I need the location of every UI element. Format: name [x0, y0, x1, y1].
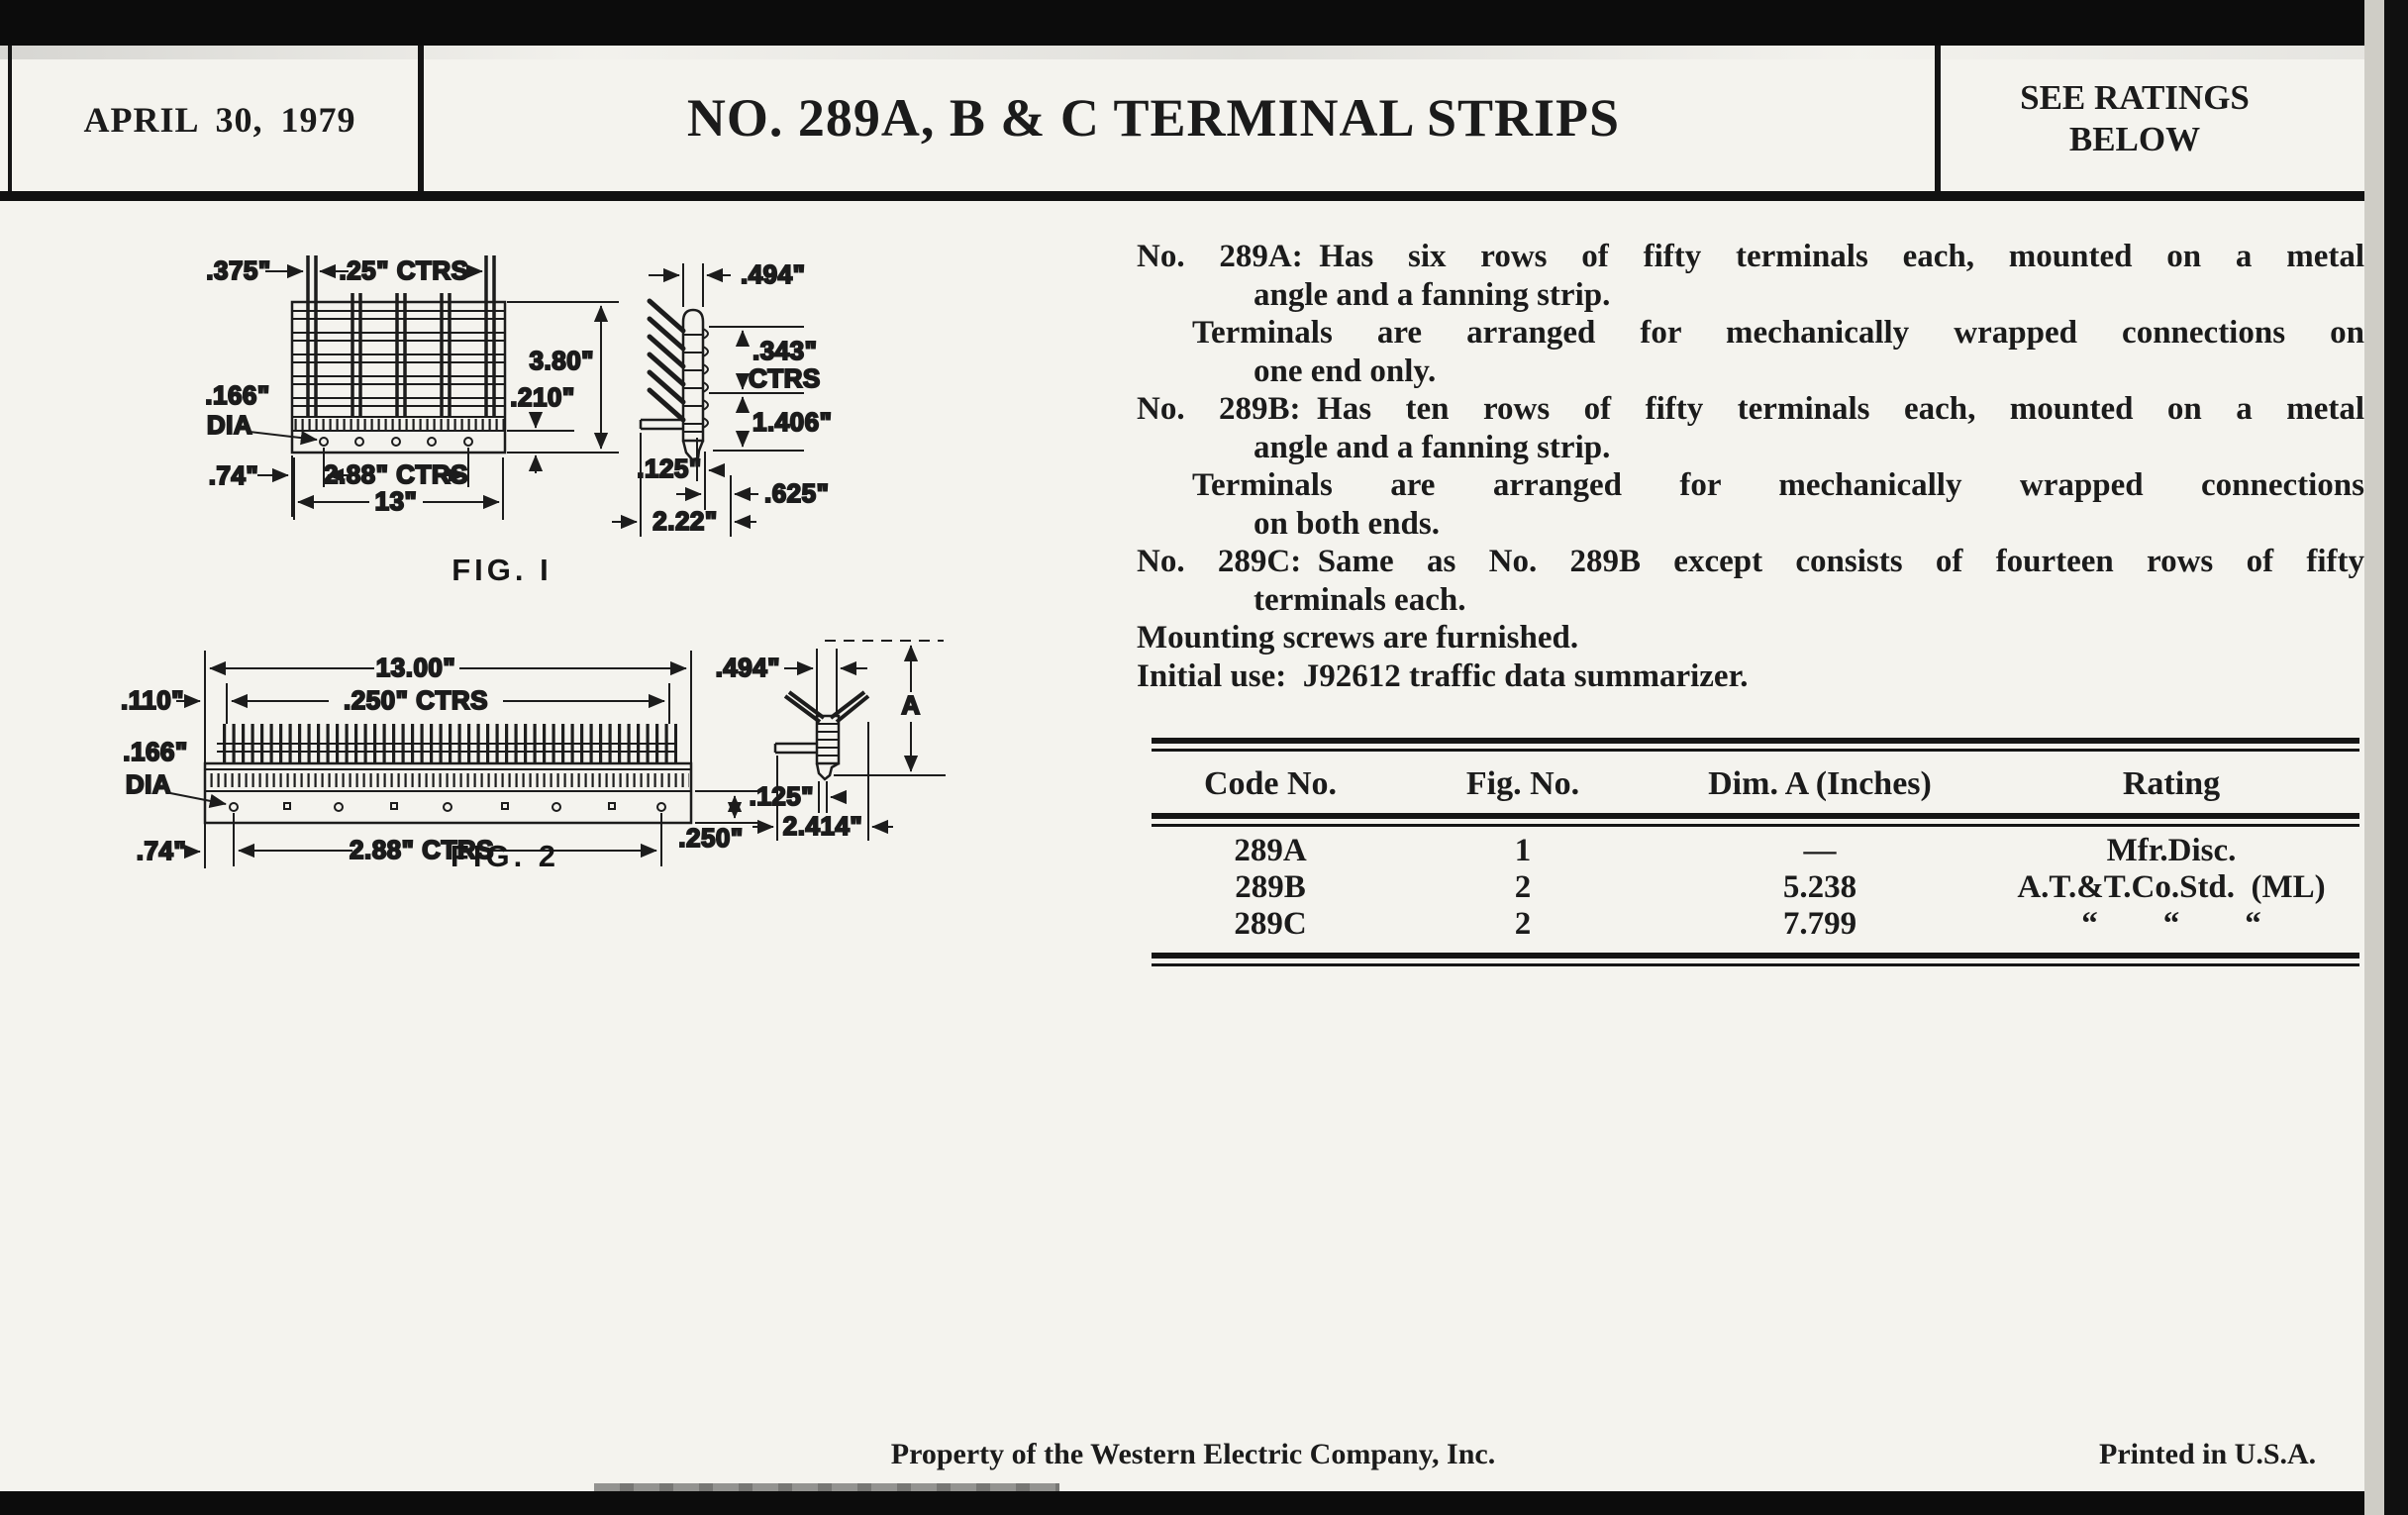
fig2-caption: FIG. 2: [450, 839, 560, 873]
fig1-dim-375-label: .375": [206, 255, 271, 285]
fig1-side-view: [641, 301, 708, 459]
fig2-dim-a-label: A: [901, 690, 921, 720]
desc-289c-line1: No. 289C: Same as No. 289B except consists of fourteen rows of fifty: [1137, 544, 2364, 579]
property-notice: Property of the Western Electric Company, Inc.: [890, 1438, 1496, 1470]
header-divider-1: [418, 46, 424, 191]
fig2-dim-250ctrs-label: .250" CTRS: [344, 685, 488, 715]
cell-fig: 1: [1514, 833, 1532, 868]
scan-bottom-bar: [0, 1491, 2408, 1515]
ratings-table: [1152, 738, 2359, 966]
table-rule-top: [1152, 738, 2359, 752]
fig2-strip-view: [205, 724, 691, 823]
col-header-code: Code No.: [1203, 765, 1338, 802]
fig1-dim-494-label: .494": [741, 259, 806, 289]
cell-rating: A.T.&T.Co.Std. (ML): [2017, 869, 2326, 905]
fig2-dia-label: DIA: [125, 769, 172, 799]
desc-289a-note2: one end only.: [1254, 353, 1437, 389]
desc-289a-line1: No. 289A: Has six rows of fifty terminals each, mounted on a metal: [1137, 239, 2364, 274]
scan-smudge: [0, 46, 2384, 59]
cell-code: 289C: [1234, 906, 1307, 942]
fig2-dim-288-label: 2.88" CTRS: [350, 835, 494, 864]
fig1-dim-74-label: .74": [208, 460, 259, 490]
fig2-dim-110-label: .110": [121, 685, 184, 715]
cell-code: 289A: [1234, 833, 1307, 868]
fig1-dia-label: DIA: [206, 410, 253, 440]
fig1-dim-13-label: 13": [374, 486, 418, 516]
description-block: [1137, 238, 2364, 695]
fig1-dim-125-label: .125": [637, 454, 702, 483]
header-divider-2: [1935, 46, 1941, 191]
fig1-dim-25ctrs-label: .25" CTRS: [339, 255, 469, 285]
table-header-row: [1152, 752, 2359, 813]
desc-289b-line1: No. 289B: Has ten rows of fifty terminals each, mounted on a metal: [1137, 391, 2364, 427]
fig1-dim-288-label: 2.88" CTRS: [324, 459, 468, 489]
table-body: [1152, 827, 2359, 953]
desc-289a-line2: angle and a fanning strip.: [1254, 276, 1611, 313]
desc-289a-note1: Terminals are arranged for mechanically wrapped connections on: [1192, 315, 2364, 351]
fig1-front-dimensions: [205, 255, 619, 520]
header-left-border: [8, 46, 12, 194]
fig1-dim-210-label: .210": [510, 382, 575, 412]
desc-initial-use: Initial use: J92612 traffic data summarizer.: [1137, 657, 1749, 694]
fig2-dim-1300-label: 13.00": [375, 653, 456, 682]
header-bottom-rule: [0, 191, 2384, 201]
cell-code: 289B: [1235, 869, 1306, 905]
cell-fig: 2: [1514, 869, 1532, 905]
cell-rating: “ “ “: [2081, 906, 2261, 942]
table-row: [1152, 833, 2359, 869]
table-rule-bottom: [1152, 953, 2359, 966]
ratings-note-line1: SEE RATINGS: [2020, 78, 2250, 117]
fig2-dim-125-label: .125": [749, 781, 814, 811]
scan-right-edge-light: [2364, 0, 2386, 1515]
sheet-date: APRIL 30, 1979: [83, 100, 356, 140]
fig1-side-dimensions: [612, 259, 832, 537]
scan-top-bar: [0, 0, 2408, 46]
table-row: [1152, 906, 2359, 943]
col-header-rating: Rating: [2122, 765, 2221, 802]
table-row: [1152, 869, 2359, 906]
fig2-dim-2414-label: 2.414": [782, 811, 863, 841]
table-rule-header: [1152, 813, 2359, 827]
cell-dima: 7.799: [1782, 906, 1857, 942]
desc-289b-line2: angle and a fanning strip.: [1254, 429, 1611, 465]
fig2-dim-250-label: .250": [678, 823, 744, 853]
figure-2-drawing: [69, 609, 960, 896]
fig1-dim-343-ctrs-label: CTRS: [749, 363, 821, 393]
figure-1-drawing: [119, 228, 1069, 594]
fig1-dim-625-label: .625": [764, 478, 830, 508]
col-header-fig: Fig. No.: [1465, 765, 1580, 802]
page-title: NO. 289A, B & C TERMINAL STRIPS: [686, 88, 1621, 148]
fig1-caption: FIG. I: [452, 553, 552, 587]
printed-in-usa: Printed in U.S.A.: [2099, 1438, 2317, 1470]
fig1-dim-380-label: 3.80": [529, 346, 594, 375]
fig2-dim-74-label: .74": [136, 836, 187, 865]
desc-289b-note1: Terminals are arranged for mechanically wrapped connections: [1192, 467, 2364, 503]
desc-289b-note2: on both ends.: [1254, 505, 1440, 542]
fig1-dim-166-label: .166": [205, 380, 270, 410]
desc-289c-line2: terminals each.: [1254, 581, 1466, 618]
ratings-note-line2: BELOW: [2068, 120, 2201, 158]
cell-fig: 2: [1514, 906, 1532, 942]
fig2-dim-494-label: .494": [715, 653, 780, 682]
scan-right-edge-dark: [2384, 0, 2408, 1515]
fig2-side-dimensions: [716, 646, 946, 841]
ratings-note: [2020, 77, 2250, 160]
cell-rating: Mfr.Disc.: [2106, 833, 2237, 868]
cell-dima: 5.238: [1782, 869, 1857, 905]
fig2-dim-166-label: .166": [123, 737, 188, 766]
cell-dima: —: [1803, 833, 1837, 868]
fig1-dim-222-label: 2.22": [652, 506, 718, 536]
desc-mounting: Mounting screws are furnished.: [1137, 620, 1579, 656]
fig1-dim-1406-label: 1.406": [752, 407, 833, 437]
fig1-dim-343-label: .343": [752, 336, 818, 365]
col-header-dima: Dim. A (Inches): [1708, 765, 1932, 802]
